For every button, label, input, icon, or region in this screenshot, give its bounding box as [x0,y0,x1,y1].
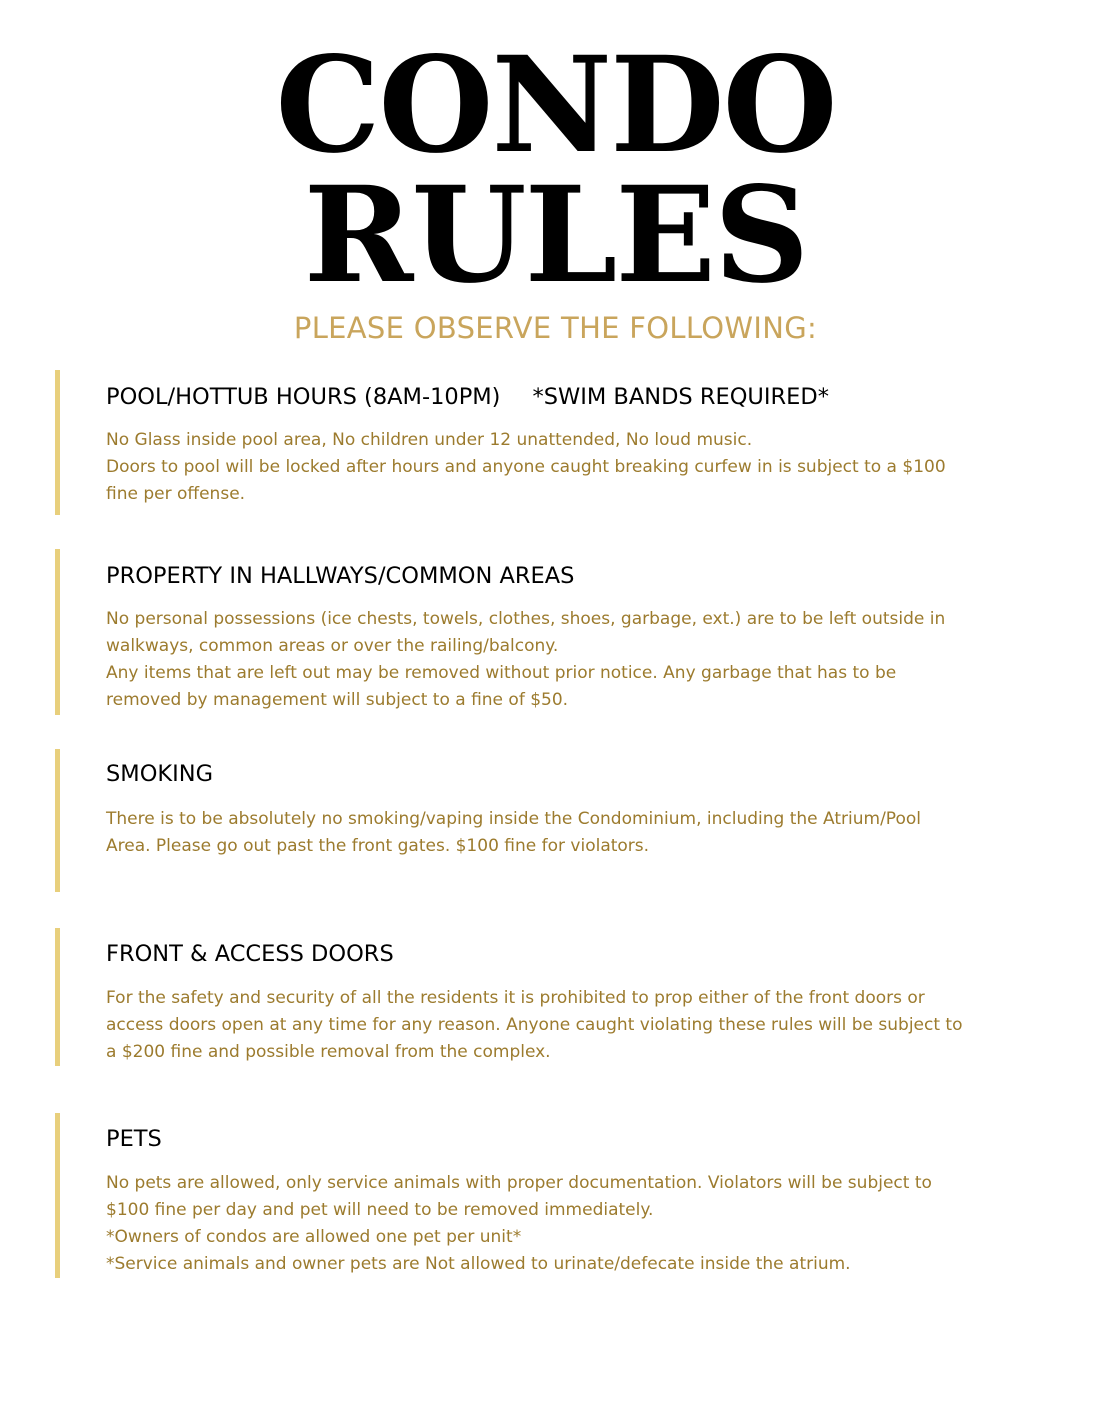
section-heading: PETS [106,1126,162,1152]
section-smoking [55,749,1065,892]
body-line: a $200 fine and possible removal from the complex. [106,1042,551,1062]
body-line: walkways, common areas or over the railing/balcony. [106,636,559,656]
body-line: No Glass inside pool area, No children under 12 unattended, No loud music. [106,430,753,450]
body-line: removed by management will subject to a fine of $50. [106,690,569,710]
body-line: *Owners of condos are allowed one pet per unit* [106,1227,522,1247]
body-line: access doors open at any time for any reason. Anyone caught violating these rules will be subject to [106,1015,963,1035]
body-line: Area. Please go out past the front gates. $100 fine for violators. [106,836,650,856]
body-line: $100 fine per day and pet will need to be removed immediately. [106,1200,654,1220]
section-heading-text: POOL/HOTTUB HOURS (8AM-10PM) [106,384,501,410]
section-doors [55,928,1065,1066]
page-title-line2: RULES [303,158,808,313]
body-line: No personal possessions (ice chests, towels, clothes, shoes, garbage, ext.) are to be left outside in [106,609,946,629]
section-pets [55,1113,1065,1278]
section-body [106,985,1066,1066]
section-body [106,806,1066,860]
page-subtitle: PLEASE OBSERVE THE FOLLOWING: [293,311,818,345]
section-body [106,427,1066,508]
body-line: No pets are allowed, only service animals with proper documentation. Violators will be subject to [106,1173,932,1193]
section-body [106,606,1066,714]
body-line: Any items that are left out may be removed without prior notice. Any garbage that has to be [106,663,897,683]
section-accent-bar [55,749,60,892]
page-title-line1: CONDO [275,28,836,183]
section-pool [55,370,1065,515]
section-heading: FRONT & ACCESS DOORS [106,941,394,967]
body-line: For the safety and security of all the residents it is prohibited to prop either of the front doors or [106,988,925,1008]
body-line: fine per offense. [106,484,246,504]
section-body [106,1170,1066,1278]
swim-bands-note: *SWIM BANDS REQUIRED* [532,384,829,410]
section-heading: SMOKING [106,761,214,787]
body-line: Doors to pool will be locked after hours and anyone caught breaking curfew in is subject to a $100 [106,457,946,477]
body-line: There is to be absolutely no smoking/vaping inside the Condominium, including the Atrium/Pool [106,809,921,829]
section-accent-bar [55,928,60,1066]
body-line: *Service animals and owner pets are Not allowed to urinate/defecate inside the atrium. [106,1254,851,1274]
section-property [55,549,1065,715]
section-accent-bar [55,370,60,515]
section-heading: PROPERTY IN HALLWAYS/COMMON AREAS [106,563,575,589]
section-heading [106,382,829,412]
section-accent-bar [55,1113,60,1278]
section-accent-bar [55,549,60,715]
